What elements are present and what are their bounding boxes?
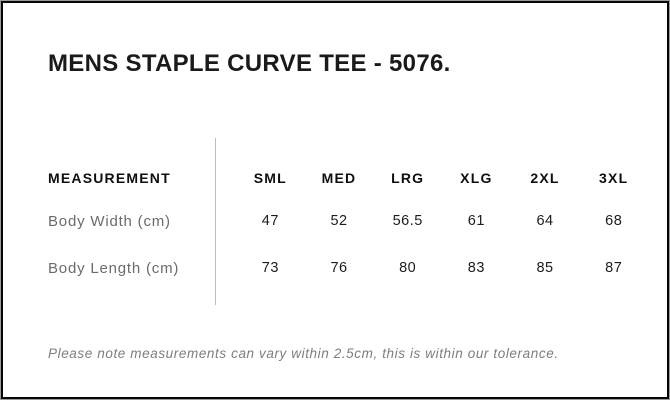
body-width-value-xlg: 61 <box>467 213 485 229</box>
measurement-column-header: MEASUREMENT <box>48 170 171 186</box>
body-length-value-3xl: 87 <box>605 260 623 276</box>
page-title: MENS STAPLE CURVE TEE - 5076. <box>48 50 451 77</box>
body-length-value-lrg: 80 <box>399 260 417 276</box>
body-length-value-2xl: 85 <box>536 260 554 276</box>
row-label-body-width: Body Width (cm) <box>48 212 171 230</box>
size-column-header-lrg: LRG <box>391 170 425 186</box>
body-width-value-2xl: 64 <box>536 213 554 229</box>
size-table-header-row <box>48 168 648 188</box>
body-width-value-lrg: 56.5 <box>392 213 423 229</box>
table-row-body-length <box>48 258 648 278</box>
body-width-value-med: 52 <box>330 213 348 229</box>
row-label-body-length: Body Length (cm) <box>48 259 180 277</box>
body-length-value-med: 76 <box>330 260 348 276</box>
size-column-header-sml: SML <box>253 170 287 186</box>
body-width-value-3xl: 68 <box>605 213 623 229</box>
body-length-value-sml: 73 <box>261 260 279 276</box>
size-column-header-3xl: 3XL <box>599 170 629 186</box>
tolerance-note: Please note measurements can vary within 2.5cm, this is within our tolerance. <box>48 346 559 361</box>
table-row-body-width <box>48 211 648 231</box>
size-column-header-med: MED <box>321 170 357 186</box>
body-width-value-sml: 47 <box>261 213 279 229</box>
body-length-value-xlg: 83 <box>467 260 485 276</box>
size-column-header-xlg: XLG <box>460 170 493 186</box>
size-column-header-2xl: 2XL <box>530 170 560 186</box>
